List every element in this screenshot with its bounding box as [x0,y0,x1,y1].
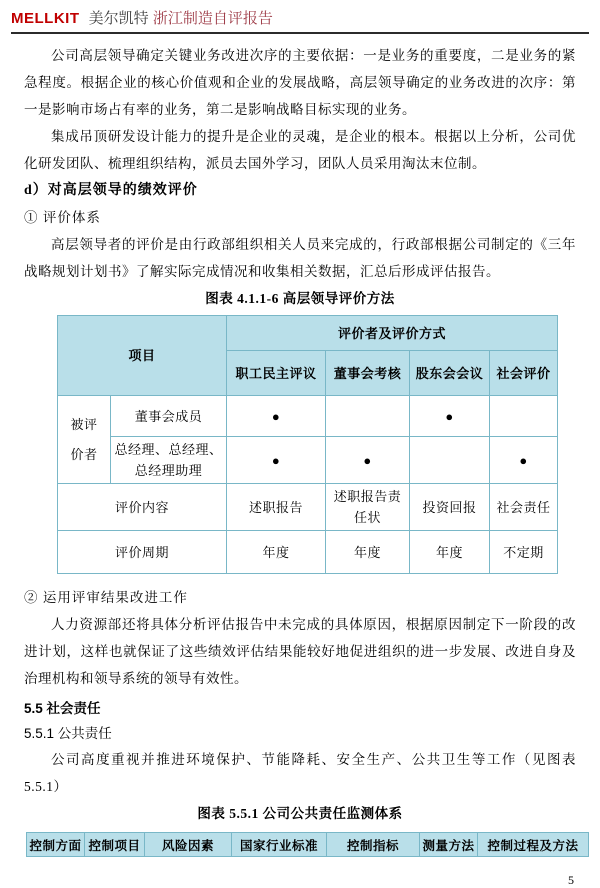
heading-item2-use-review-results: ② 运用评审结果改进工作 [24,590,188,605]
brand-logo-text: MELLKIT [11,10,80,27]
table-row [58,531,558,574]
table2-col-header: 控制方面 [27,833,85,857]
public-responsibility-table [26,832,589,857]
table-row [58,316,558,351]
table1-group-header: 评价者及评价方式 [227,316,558,351]
heading-5-5-1-public-responsibility: 5.5.1 公共责任 [24,726,112,741]
cycle-cell: 年度 [326,531,410,574]
content-cell: 述职报告 [227,484,326,531]
content-cell: 投资回报 [410,484,490,531]
page-header [11,0,589,34]
content-cell: 述职报告责任状 [326,484,410,531]
table1-caption: 图表 4.1.1-6 高层领导评价方法 [205,291,395,306]
table2-col-header: 国家行业标准 [232,833,327,857]
paragraph-evaluation-process: 高层领导者的评价是由行政部组织相关人员来完成的，行政部根据公司制定的《三年战略规划计划书》了解实际完成情况和收集相关数据，汇总后形成评估报告。 [24,237,576,279]
table2-col-header: 测量方法 [420,833,478,857]
table1-row-label: 评价周期 [58,531,227,574]
paragraph-hr-improvement: 人力资源部还将具体分析评估报告中未完成的具体原因，根据原因制定下一阶段的改进计划，这样也就保证了这些绩效评估结果能较好地促进组织的进一步发展、改进自身及治理机构和领导系统的领导有效性。 [24,617,576,686]
report-title: 浙江制造自评报告 [152,10,273,27]
table-row [58,437,558,484]
company-name: 美尔凯特 [88,10,149,27]
mark-cell [490,396,558,437]
page-number: 5 [568,873,574,887]
table2-caption: 图表 5.5.1 公司公共责任监测体系 [197,806,403,821]
table1-row-label: 总经理、总经理、总经理助理 [111,437,227,484]
paragraph-improvement-order: 公司高层领导确定关键业务改进次序的主要依据：一是业务的重要度，二是业务的紧急程度。根据企业的核心价值观和企业的发展战略，高层领导确定的业务改进的次序：第一是影响市场占有率的业务，第二是影响战略目标实现的业务。 [24,48,576,117]
heading-item1-evaluation-system: ① 评价体系 [24,210,101,225]
mark-cell [410,437,490,484]
table1-row-label: 董事会成员 [111,396,227,437]
table1-rowgroup-label [58,396,111,484]
mark-cell: ● [326,437,410,484]
table2-col-header: 控制过程及方法 [478,833,589,857]
leader-evaluation-table [57,315,558,574]
table-row [58,484,558,531]
cycle-cell: 年度 [227,531,326,574]
table1-col-header: 董事会考核 [326,351,410,396]
table1-col-header: 社会评价 [490,351,558,396]
table-row [58,396,558,437]
mark-cell: ● [410,396,490,437]
table2-col-header: 风险因素 [145,833,232,857]
heading-5-5-social-responsibility: 5.5 社会责任 [24,701,101,716]
mark-cell: ● [227,396,326,437]
heading-d-performance-evaluation: d）对高层领导的绩效评价 [24,183,198,198]
paragraph-public-work: 公司高度重视并推进环境保护、节能降耗、安全生产、公共卫生等工作（见图表 5.5.1） [24,752,576,794]
mark-cell: ● [490,437,558,484]
rowgroup-label-text: 被评价者 [70,416,98,462]
table-row [27,833,589,857]
paragraph-rd-capability: 集成吊顶研发设计能力的提升是企业的灵魂，是企业的根本。根据以上分析，公司优化研发团队、梳理组织结构，派员去国外学习，团队人员采用淘汰末位制。 [24,129,576,171]
table2-col-header: 控制指标 [327,833,420,857]
table1-col-header: 职工民主评议 [227,351,326,396]
table1-row-label: 评价内容 [58,484,227,531]
cycle-cell: 不定期 [490,531,558,574]
table2-col-header: 控制项目 [85,833,145,857]
mark-cell: ● [227,437,326,484]
table1-col-header: 股东会会议 [410,351,490,396]
content-cell: 社会责任 [490,484,558,531]
table1-corner-cell: 项目 [58,316,227,396]
mark-cell [326,396,410,437]
cycle-cell: 年度 [410,531,490,574]
